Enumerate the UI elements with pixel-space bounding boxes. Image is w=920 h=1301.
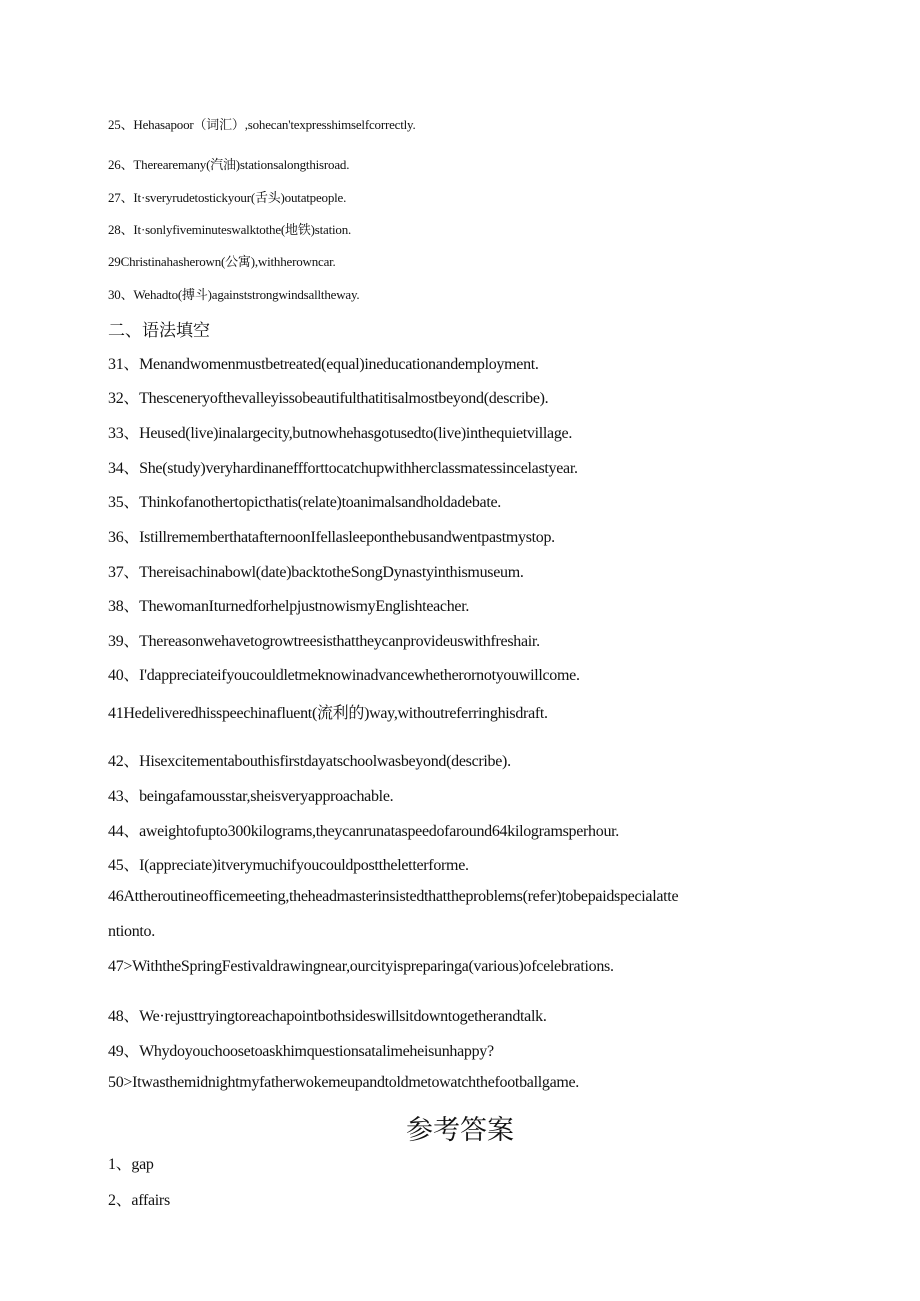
item-text: IstillrememberthatafternoonIfellasleeponthebusandwentpastmystop. xyxy=(139,529,555,546)
item-number: 34、 xyxy=(108,460,140,477)
question-line xyxy=(108,251,336,270)
question-line xyxy=(108,700,548,723)
question-line xyxy=(108,524,555,547)
question-line xyxy=(108,420,572,443)
question-line xyxy=(108,219,351,238)
item-number: 26、 xyxy=(108,157,134,172)
question-line xyxy=(108,748,511,771)
question-line xyxy=(108,114,416,133)
item-text: Wehadto(搏斗)againststrongwindsalltheway. xyxy=(133,287,360,302)
item-number: 40、 xyxy=(108,667,140,684)
question-line xyxy=(108,852,469,875)
item-number: 45、 xyxy=(108,857,140,874)
item-text: ntionto. xyxy=(108,923,155,940)
item-text: Christinahasherown(公寓),withherowncar. xyxy=(120,254,336,269)
item-number: 43、 xyxy=(108,788,140,805)
question-line xyxy=(108,1038,494,1061)
item-number: 44、 xyxy=(108,823,140,840)
item-number: 35、 xyxy=(108,494,140,511)
question-line xyxy=(108,593,469,616)
item-text: She(study)veryhardinaneffforttocatchupwithherclassmatessincelastyear. xyxy=(139,460,578,477)
question-line xyxy=(108,783,393,806)
question-line xyxy=(108,628,540,651)
item-number: 39、 xyxy=(108,633,140,650)
item-number: 27、 xyxy=(108,190,134,205)
item-number: 29 xyxy=(108,254,121,269)
question-line xyxy=(108,455,578,478)
item-number: 31、 xyxy=(108,356,140,373)
question-line xyxy=(108,559,524,582)
item-number: 2、 xyxy=(108,1192,132,1209)
item-text: Whydoyouchoosetoaskhimquestionsatalimeheisunhappy? xyxy=(139,1043,494,1060)
question-line xyxy=(108,1003,547,1026)
question-line xyxy=(108,284,359,303)
section-title: 二、语法填空 xyxy=(108,321,210,341)
item-text: Menandwomenmustbetreated(equal)ineducationandemployment. xyxy=(139,356,539,373)
item-number: 1、 xyxy=(108,1156,132,1173)
item-number: 42、 xyxy=(108,753,140,770)
item-text: Itwasthemidnightmyfatherwokemeupandtoldmetowatchthefootballgame. xyxy=(132,1074,580,1091)
item-number: 36、 xyxy=(108,529,140,546)
item-text: We·rejusttryingtoreachapointbothsideswillsitdowntogetherandtalk. xyxy=(139,1008,547,1025)
answer-title: 参考答案 xyxy=(406,1115,514,1146)
item-text: Hedeliveredhisspeechinafluent(流利的)way,withoutreferringhisdraft. xyxy=(123,705,548,722)
item-text: Thereisachinabowl(date)backtotheSongDynastyinthismuseum. xyxy=(139,564,524,581)
item-number: 32、 xyxy=(108,390,140,407)
item-text: I(appreciate)itverymuchifyoucouldposttheletterforme. xyxy=(139,857,469,874)
question-line xyxy=(108,385,548,408)
question-line xyxy=(108,888,678,906)
item-number: 47> xyxy=(108,958,133,975)
item-text: Thereasonwehavetogrowtreesisthattheycanprovideuswithfreshair. xyxy=(139,633,540,650)
item-text: ThewomanIturnedforhelpjustnowismyEnglishteacher. xyxy=(139,598,470,615)
question-line xyxy=(108,187,346,206)
question-line xyxy=(108,351,539,374)
item-text: WiththeSpringFestivaldrawingnear,ourcityispreparinga(various)ofcelebrations. xyxy=(132,958,614,975)
item-text: affairs xyxy=(131,1192,170,1209)
item-text: Hisexcitementabouthisfirstdayatschoolwasbeyond(describe). xyxy=(139,753,511,770)
item-number: 50> xyxy=(108,1074,133,1091)
question-line xyxy=(108,818,619,841)
question-line xyxy=(108,1074,579,1092)
item-text: Attheroutineofficemeeting,theheadmasterinsistedthattheproblems(refer)tobepaidspecialatte xyxy=(123,888,679,905)
item-number: 28、 xyxy=(108,222,134,237)
item-number: 38、 xyxy=(108,598,140,615)
item-text: aweightofupto300kilograms,theycanrunataspeedofaround64kilogramsperhour. xyxy=(139,823,620,840)
question-line xyxy=(108,154,349,173)
item-number: 46 xyxy=(108,888,124,905)
item-text: Heused(live)inalargecity,butnowhehasgotusedto(live)inthequietvillage. xyxy=(139,425,573,442)
item-text: beingafamousstar,sheisveryapproachable. xyxy=(139,788,394,805)
item-number: 33、 xyxy=(108,425,140,442)
item-text: It·sveryrudetostickyour(舌头)outatpeople. xyxy=(133,190,347,205)
answer-line xyxy=(108,1151,154,1174)
item-text: Thesceneryofthevalleyissobeautifulthatitisalmostbeyond(describe). xyxy=(139,390,549,407)
item-text: gap xyxy=(131,1156,154,1173)
question-line xyxy=(108,489,501,512)
question-line xyxy=(108,958,614,976)
item-number: 37、 xyxy=(108,564,140,581)
item-number: 41 xyxy=(108,705,124,722)
item-text: I'dappreciateifyoucouldletmeknowinadvancewhetherornotyouwillcome. xyxy=(139,667,580,684)
question-line xyxy=(108,923,155,941)
answer-line xyxy=(108,1187,170,1210)
item-number: 48、 xyxy=(108,1008,140,1025)
item-text: It·sonlyfiveminuteswalktothe(地铁)station. xyxy=(133,222,352,237)
question-line xyxy=(108,662,580,685)
item-number: 30、 xyxy=(108,287,134,302)
item-text: Therearemany(汽油)stationsalongthisroad. xyxy=(133,157,350,172)
item-number: 49、 xyxy=(108,1043,140,1060)
item-text: Thinkofanothertopicthatis(relate)toanimalsandholdadebate. xyxy=(139,494,501,511)
item-number: 25、 xyxy=(108,117,134,132)
item-text: Hehasapoor（词汇）,sohecan'texpresshimselfcorrectly. xyxy=(133,117,416,132)
